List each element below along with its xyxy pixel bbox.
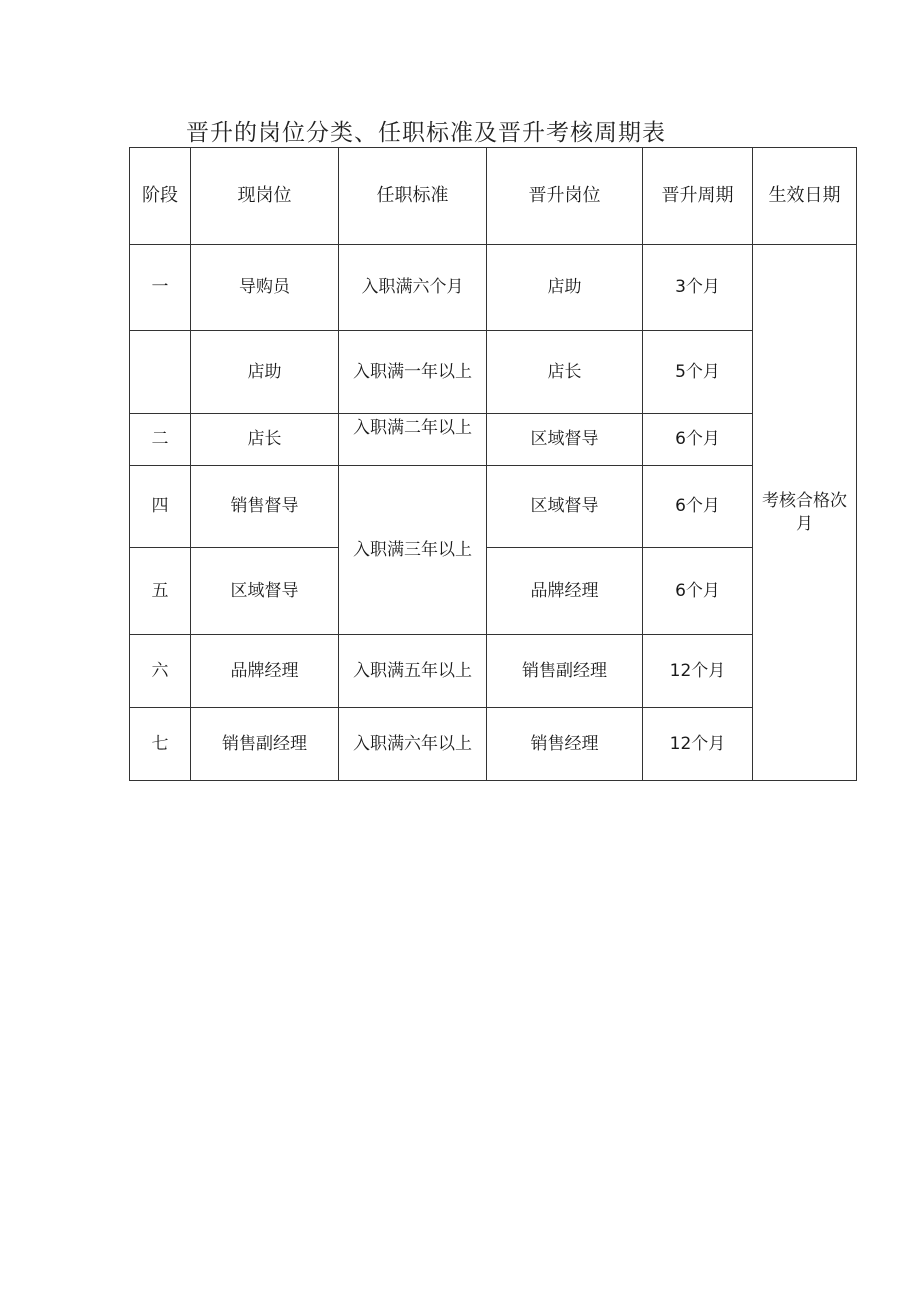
cycle-cell: 5个月 bbox=[643, 331, 753, 414]
stage-cell: 五 bbox=[130, 548, 191, 635]
promoted-position-cell: 销售经理 bbox=[487, 708, 643, 781]
stage-cell bbox=[130, 331, 191, 414]
qualification-cell: 入职满三年以上 bbox=[339, 466, 487, 635]
cycle-cell: 3个月 bbox=[643, 245, 753, 331]
promoted-position-cell: 区域督导 bbox=[487, 466, 643, 548]
effective-date-note-line-2: 月 bbox=[796, 513, 813, 534]
current-position-cell: 导购员 bbox=[191, 245, 339, 331]
current-position-cell: 销售督导 bbox=[191, 466, 339, 548]
effective-date-note bbox=[753, 245, 857, 781]
current-position-cell: 店长 bbox=[191, 414, 339, 466]
stage-cell: 四 bbox=[130, 466, 191, 548]
cycle-cell: 12个月 bbox=[643, 635, 753, 708]
promoted-position-cell: 店长 bbox=[487, 331, 643, 414]
qualification-cell: 入职满二年以上 bbox=[339, 414, 487, 466]
header-qualification: 任职标准 bbox=[339, 148, 487, 245]
table-row bbox=[130, 414, 857, 466]
qualification-cell: 入职满六个月 bbox=[339, 245, 487, 331]
stage-cell: 二 bbox=[130, 414, 191, 466]
table-row bbox=[130, 331, 857, 414]
promoted-position-cell: 销售副经理 bbox=[487, 635, 643, 708]
current-position-cell: 销售副经理 bbox=[191, 708, 339, 781]
qualification-cell: 入职满六年以上 bbox=[339, 708, 487, 781]
effective-date-note-line-1: 考核合格次 bbox=[762, 490, 847, 511]
cycle-cell: 6个月 bbox=[643, 466, 753, 548]
cycle-cell: 6个月 bbox=[643, 414, 753, 466]
header-stage: 阶段 bbox=[130, 148, 191, 245]
table-row bbox=[130, 245, 857, 331]
qualification-cell: 入职满五年以上 bbox=[339, 635, 487, 708]
header-cycle: 晋升周期 bbox=[643, 148, 753, 245]
current-position-cell: 品牌经理 bbox=[191, 635, 339, 708]
document-title: 晋升的岗位分类、任职标准及晋升考核周期表 bbox=[186, 120, 666, 146]
table-row bbox=[130, 708, 857, 781]
table-row bbox=[130, 466, 857, 548]
current-position-cell: 店助 bbox=[191, 331, 339, 414]
current-position-cell: 区域督导 bbox=[191, 548, 339, 635]
promoted-position-cell: 品牌经理 bbox=[487, 548, 643, 635]
table-row bbox=[130, 548, 857, 635]
cycle-cell: 6个月 bbox=[643, 548, 753, 635]
header-effective-date: 生效日期 bbox=[753, 148, 857, 245]
table-header-row bbox=[130, 148, 857, 245]
header-promoted-position: 晋升岗位 bbox=[487, 148, 643, 245]
table-row bbox=[130, 635, 857, 708]
header-current-position: 现岗位 bbox=[191, 148, 339, 245]
stage-cell: 六 bbox=[130, 635, 191, 708]
promoted-position-cell: 区域督导 bbox=[487, 414, 643, 466]
promoted-position-cell: 店助 bbox=[487, 245, 643, 331]
promotion-table bbox=[129, 147, 857, 781]
qualification-cell: 入职满一年以上 bbox=[339, 331, 487, 414]
cycle-cell: 12个月 bbox=[643, 708, 753, 781]
stage-cell: 七 bbox=[130, 708, 191, 781]
stage-cell: 一 bbox=[130, 245, 191, 331]
